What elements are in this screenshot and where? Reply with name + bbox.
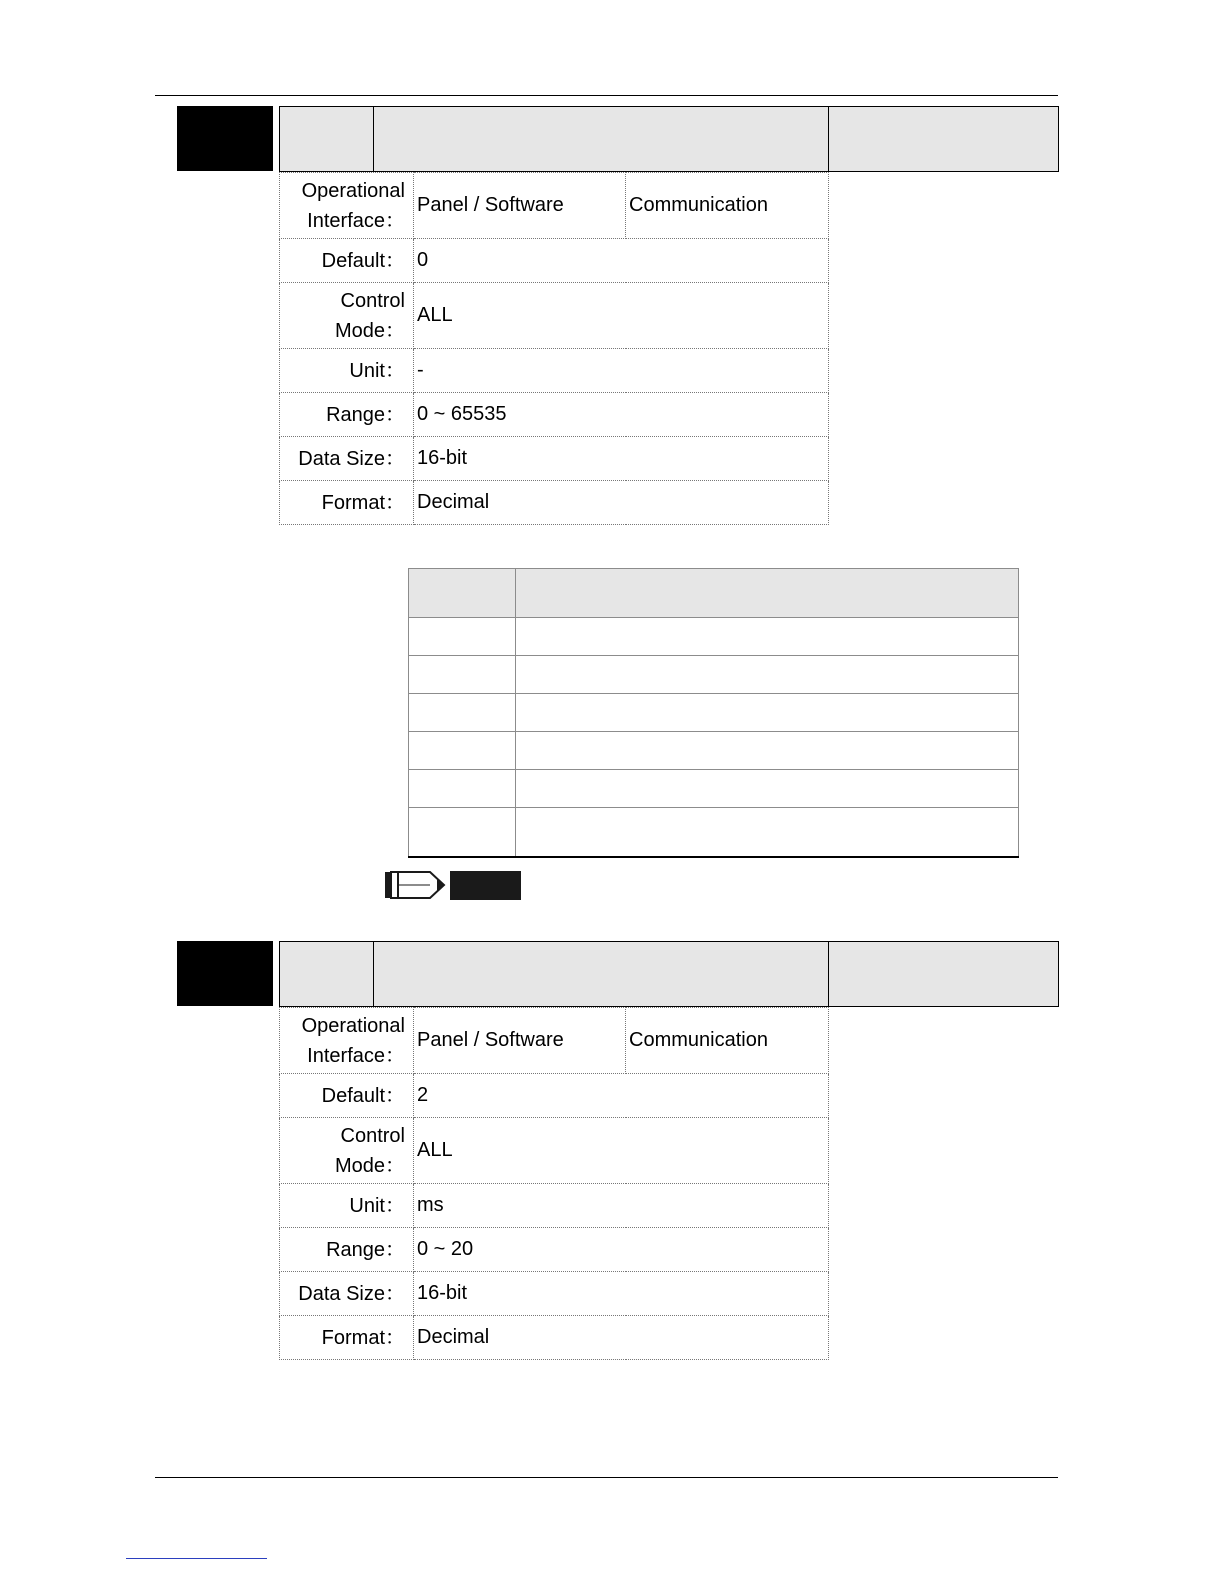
data-size-row	[280, 437, 829, 481]
control-mode-value: ALL	[414, 1118, 829, 1184]
parameter-code-tab	[177, 106, 273, 171]
parameter-spec-table-2	[279, 1007, 829, 1360]
default-value: 2	[414, 1074, 829, 1118]
data-size-label: Data Size：	[280, 1272, 414, 1316]
default-label: Default：	[280, 239, 414, 283]
range-row	[280, 1228, 829, 1272]
unit-row	[280, 349, 829, 393]
table-row	[409, 694, 1019, 732]
unit-value: -	[414, 349, 829, 393]
range-label: Range：	[280, 1228, 414, 1272]
default-row	[280, 239, 829, 283]
table-row	[409, 618, 1019, 656]
interface-communication: Communication	[626, 1008, 829, 1074]
interface-row	[280, 1008, 829, 1074]
default-row	[280, 1074, 829, 1118]
interface-row	[280, 173, 829, 239]
unit-label: Unit：	[280, 349, 414, 393]
range-value: 0 ~ 65535	[414, 393, 829, 437]
default-value: 0	[414, 239, 829, 283]
control-mode-row	[280, 1118, 829, 1184]
interface-panel: Panel / Software	[414, 173, 626, 239]
note-label-box	[450, 871, 521, 900]
header-rule	[155, 95, 1058, 96]
format-row	[280, 1316, 829, 1360]
settings-table-header	[409, 569, 1019, 618]
parameter-header	[279, 106, 1059, 172]
format-value: Decimal	[414, 481, 829, 525]
parameter-spec-table-1	[279, 172, 829, 525]
interface-communication: Communication	[626, 173, 829, 239]
format-label: Format：	[280, 1316, 414, 1360]
range-label: Range：	[280, 393, 414, 437]
data-size-label: Data Size：	[280, 437, 414, 481]
footer-link-underline[interactable]	[126, 1558, 267, 1559]
control-mode-value: ALL	[414, 283, 829, 349]
settings-table	[408, 568, 1019, 858]
interface-panel: Panel / Software	[414, 1008, 626, 1074]
parameter-code-tab	[177, 941, 273, 1006]
control-mode-label: Control Mode：	[280, 1118, 414, 1184]
footer-rule	[155, 1477, 1058, 1478]
data-size-row	[280, 1272, 829, 1316]
table-row	[409, 770, 1019, 808]
range-value: 0 ~ 20	[414, 1228, 829, 1272]
data-size-value: 16-bit	[414, 1272, 829, 1316]
control-mode-label: Control Mode：	[280, 283, 414, 349]
unit-row	[280, 1184, 829, 1228]
unit-value: ms	[414, 1184, 829, 1228]
unit-label: Unit：	[280, 1184, 414, 1228]
interface-label: Operational Interface：	[280, 1008, 414, 1074]
format-label: Format：	[280, 481, 414, 525]
data-size-value: 16-bit	[414, 437, 829, 481]
format-value: Decimal	[414, 1316, 829, 1360]
control-mode-row	[280, 283, 829, 349]
parameter-header	[279, 941, 1059, 1007]
table-row	[409, 656, 1019, 694]
table-row	[409, 808, 1019, 858]
table-row	[409, 732, 1019, 770]
interface-label: Operational Interface：	[280, 173, 414, 239]
range-row	[280, 393, 829, 437]
default-label: Default：	[280, 1074, 414, 1118]
format-row	[280, 481, 829, 525]
pencil-note-icon	[384, 869, 448, 901]
